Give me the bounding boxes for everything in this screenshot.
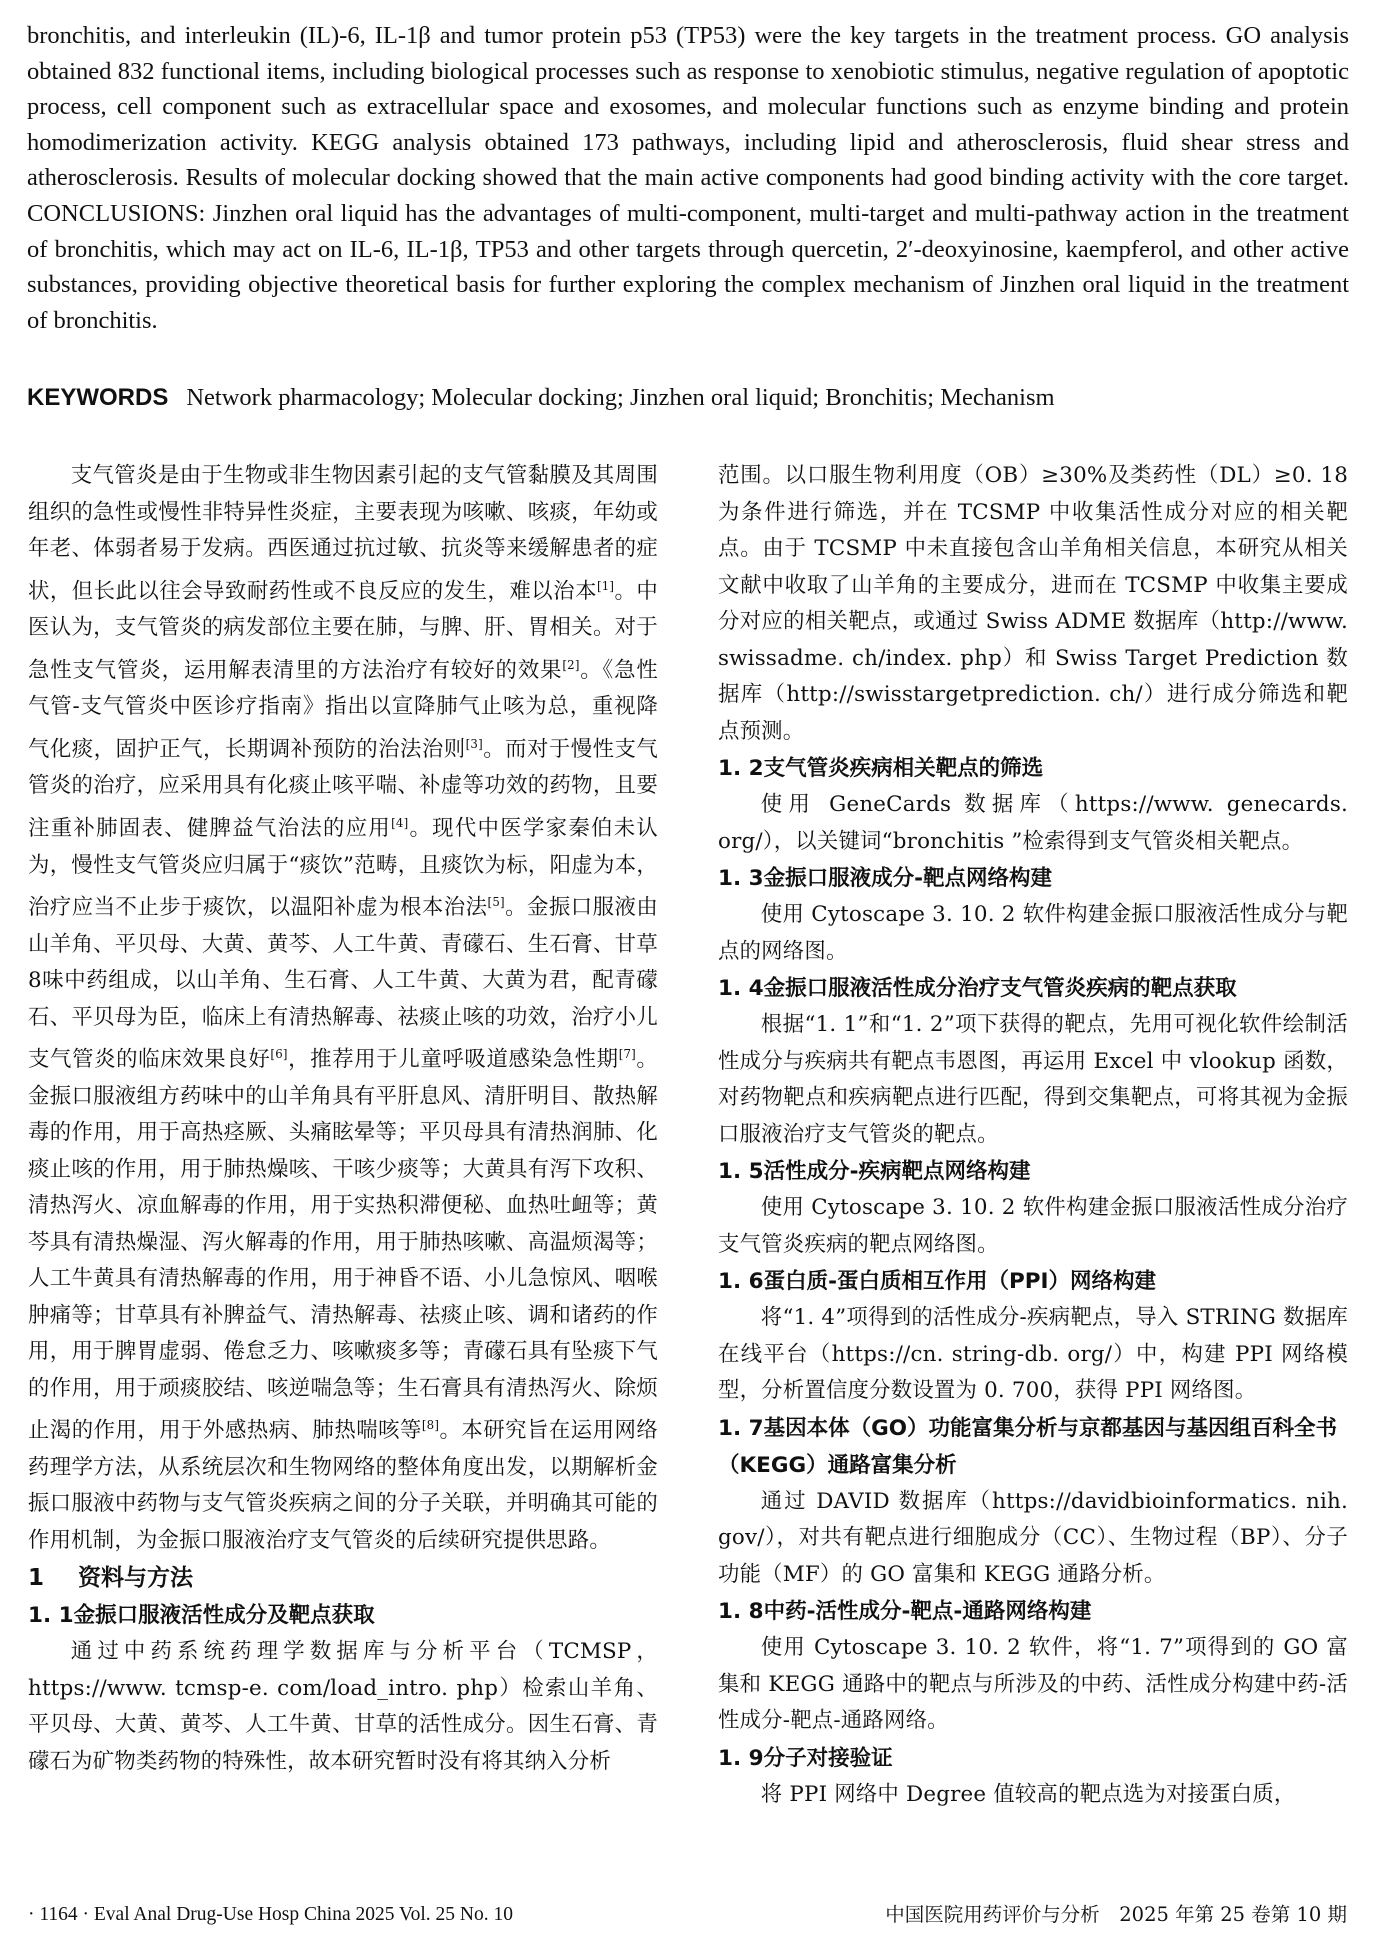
keywords-label: KEYWORDS — [27, 384, 169, 411]
citation-6: [6] — [270, 1047, 288, 1062]
subsection-1-8-text: 使用 Cytoscape 3. 10. 2 软件，将“1. 7”项得到的 GO 富集和 KEGG 通路中的靶点与所涉及的中药、活性成分构建中药-活性成分-靶点-通路网络。 — [718, 1635, 1348, 1733]
subsection-heading-1-3: 1. 3金振口服液成分-靶点网络构建 — [718, 866, 1053, 891]
citation-5: [5] — [487, 895, 505, 909]
citation-1: [1] — [596, 578, 615, 593]
section-heading-1: 1 资料与方法 — [28, 1565, 193, 1592]
subsection-heading-1-8: 1. 8中药-活性成分-靶点-通路网络构建 — [718, 1599, 1092, 1624]
subsection-heading-1-4: 1. 4金振口服液活性成分治疗支气管炎疾病的靶点获取 — [718, 976, 1237, 1001]
left-column — [28, 458, 658, 1780]
abstract-text: bronchitis, and interleukin (IL)-6, IL-1β and tumor protein p53 (TP53) were the key targets in the treatment process. GO analysis obtained 832 functional items, including biological processes such as response to xenobiotic stimulus, negative regulation of apoptotic process, cell component such as extracellular space and exosomes, and molecular functions such as enzyme binding and protein homodimerization activity. KEGG analysis obtained 173 pathways, including lipid and atherosclerosis, fluid shear stress and atherosclerosis. Results of molecular docking showed that the main active components had good binding activity with the core target. CONCLUSIONS: Jinzhen oral liquid has the advantages of multi-component, multi-target and multi-pathway action in the treatment of bronchitis, which may act on IL-6, IL-1β, TP53 and other targets through quercetin, 2′-deoxyinosine, kaempferol, and other active substances, providing objective theoretical basis for further exploring the complex mechanism of Jinzhen oral liquid in the treatment of bronchitis. — [27, 22, 1349, 334]
right-column — [718, 458, 1348, 1813]
subsection-heading-1-7: 1. 7基因本体（GO）功能富集分析与京都基因与基因组百科全书（KEGG）通路富集分析 — [718, 1415, 1338, 1478]
subsection-1-5-text: 使用 Cytoscape 3. 10. 2 软件构建金振口服液活性成分治疗支气管炎疾病的靶点网络图。 — [718, 1195, 1348, 1257]
citation-7: [7] — [618, 1047, 636, 1062]
citation-4: [4] — [391, 815, 409, 830]
subsection-1-7-text: 通过 DAVID 数据库（https://davidbioinformatics. nih. gov/），对共有靶点进行细胞成分（CC）、生物过程（BP）、分子功能（MF）的 GO 富集和 KEGG 通路分析。 — [718, 1488, 1348, 1587]
subsection-1-3-text: 使用 Cytoscape 3. 10. 2 软件构建金振口服液活性成分与靶点的网络图。 — [718, 902, 1348, 964]
keywords — [27, 380, 1349, 415]
keywords-text: Network pharmacology; Molecular docking; Jinzhen oral liquid; Bronchitis; Mechanism — [186, 384, 1055, 411]
subsection-heading-1-6: 1. 6蛋白质-蛋白质相互作用（PPI）网络构建 — [718, 1269, 1157, 1294]
subsection-1-2-text: 使用 GeneCards 数据库（https://www. genecards. org/），以关键词“bronchitis ”检索得到支气管炎相关靶点。 — [718, 792, 1348, 854]
subsection-1-9-text: 将 PPI 网络中 Degree 值较高的靶点选为对接蛋白质， — [760, 1781, 1296, 1807]
citation-3: [3] — [465, 736, 483, 751]
footer-right: 中国医院用药评价与分析 2025 年第 25 卷第 10 期 — [885, 1903, 1347, 1926]
subsection-1-6-text: 将“1. 4”项得到的活性成分-疾病靶点，导入 STRING 数据库在线平台（https://cn. string-db. org/）中，构建 PPI 网络模型，分析置信度分数设置为 0. 700，获得 PPI 网络图。 — [718, 1305, 1348, 1403]
citation-2: [2] — [562, 657, 580, 672]
footer-left: · 1164 · Eval Anal Drug-Use Hosp China 2025 Vol. 25 No. 10 — [28, 1904, 513, 1925]
subsection-1-4-text: 根据“1. 1”和“1. 2”项下获得的靶点，先用可视化软件绘制活性成分与疾病共有靶点韦恩图，再运用 Excel 中 vlookup 函数，对药物靶点和疾病靶点进行匹配，得到交集靶点，可将其视为金振口服液治疗支气管炎的靶点。 — [718, 1012, 1348, 1147]
intro-paragraph: 支气管炎是由于生物或非生物因素引起的支气管黏膜及其周围组织的急性或慢性非特异性炎症，主要表现为咳嗽、咳痰，年幼或年老、体弱者易于发病。西医通过抗过敏、抗炎等来缓解患者的症状，但长此以往会导致耐药性或不良反应的发生，难以治本[1]。中医认为，支气管炎的病发部位主要在肺，与脾、肝、胃相关。对于急性支气管炎，运用解表清里的方法治疗有较好的效果[2]。《急性气管-支气管炎中医诊疗指南》指出以宣降肺气止咳为总，重视降气化痰，固护正气，长期调补预防的治法治则[3]。而对于慢性支气管炎的治疗，应采用具有化痰止咳平喘、补虚等功效的药物，且要注重补肺固表、健脾益气治法的应用[4]。现代中医学家秦伯未认为，慢性支气管炎应归属于“痰饮”范畴，且痰饮为标，阳虚为本，治疗应当不止步于痰饮，以温阳补虚为根本治法[5]。金振口服液由山羊角、平贝母、大黄、黄芩、人工牛黄、青礞石、生石膏、甘草8味中药组成，以山羊角、生石膏、人工牛黄、大黄为君，配青礞石、平贝母为臣，临床上有清热解毒、祛痰止咳的功效，治疗小儿支气管炎的临床效果良好[6]，推荐用于儿童呼吸道感染急性期[7]。金振口服液组方药味中的山羊角具有平肝息风、清肝明目、散热解毒的作用，用于高热痉厥、头痛眩晕等；平贝母具有清热润肺、化痰止咳的作用，用于肺热燥咳、干咳少痰等；大黄具有泻下攻积、清热泻火、凉血解毒的作用，用于实热积滞便秘、血热吐衄等；黄芩具有清热燥湿、泻火解毒的作用，用于肺热咳嗽、高温烦渴等；人工牛黄具有清热解毒的作用，用于神昏不语、小儿急惊风、咽喉肿痛等；甘草具有补脾益气、清热解毒、祛痰止咳、调和诸药的作用，用于脾胃虚弱、倦怠乏力、咳嗽痰多等；青礞石具有坠痰下气的作用，用于顽痰胶结、咳逆喘急等；生石膏具有清热泻火、除烦止渴的作用，用于外感热病、肺热喘咳等[8]。本研究旨在运用网络药理学方法，从系统层次和生物网络的整体角度出发，以期解析金振口服液中药物与支气管炎疾病之间的分子关联，并明确其可能的作用机制，为金振口服液治疗支气管炎的后续研究提供思路。 — [28, 463, 659, 1553]
citation-8: [8] — [421, 1418, 440, 1433]
continued-paragraph: 范围。以口服生物利用度（OB）≥30%及类药性（DL）≥0. 18为条件进行筛选，并在 TCSMP 中收集活性成分对应的相关靶点。由于 TCSMP 中未直接包含山羊角相关信息，本研究从相关文献中收取了山羊角的主要成分，进而在 TCSMP 中收集主要成分对应的相关靶点，或通过 Swiss ADME 数据库（http://www. swissadme. ch/index. php）和 Swiss Target Prediction 数据库（http://swisstargetprediction. ch/）进行成分筛选和靶点预测。 — [718, 463, 1348, 744]
subsection-heading-1-2: 1. 2支气管炎疾病相关靶点的筛选 — [718, 756, 1044, 781]
subsection-heading-1-9: 1. 9分子对接验证 — [718, 1745, 893, 1771]
subsection-heading-1-5: 1. 5活性成分-疾病靶点网络构建 — [718, 1159, 1031, 1184]
subsection-heading-1-1: 1. 1金振口服液活性成分及靶点获取 — [28, 1603, 375, 1629]
subsection-1-1-text: 通过中药系统药理学数据库与分析平台（TCMSP，https://www. tcmsp-e. com/load_intro. php）检索山羊角、平贝母、大黄、黄芩、人工牛黄、甘草的活性成分。因生石膏、青礞石为矿物类药物的特殊性，故本研究暂时没有将其纳入分析 — [28, 1639, 658, 1774]
